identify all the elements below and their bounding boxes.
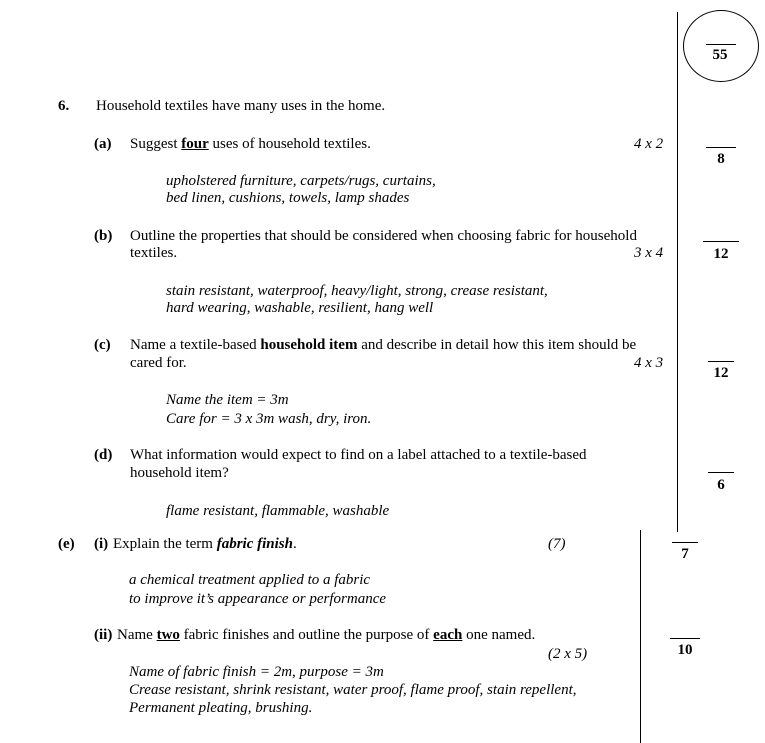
part-e-ii-answer-line2: Crease resistant, shrink resistant, water proof, flame proof, stain repellent, xyxy=(129,682,577,698)
part-e-ii-mark-line xyxy=(670,638,700,639)
part-a-emphasis: four xyxy=(181,136,209,152)
part-e-i-answer-line2: to improve it’s appearance or performance xyxy=(129,591,387,607)
part-a-answer-line2: bed linen, cushions, towels, lamp shades xyxy=(166,190,410,206)
part-e-ii-text-mid: fabric finishes and outline the purpose of xyxy=(179,627,434,643)
part-b-question-line1: Outline the properties that should be considered when choosing fabric for household xyxy=(130,228,637,244)
margin-rule xyxy=(677,12,678,532)
part-c-mark: 12 xyxy=(713,365,729,381)
part-e-i-text-after: . xyxy=(292,536,297,552)
part-d-label: (d) xyxy=(94,447,113,463)
part-a-allocation: 4 x 2 xyxy=(634,136,664,152)
part-a-mark-line xyxy=(706,147,736,148)
part-c-label: (c) xyxy=(94,337,111,353)
part-e-ii-emphasis2: each xyxy=(433,627,463,643)
part-b-question-line2: textiles. xyxy=(130,245,178,261)
part-e-ii-emphasis1: two xyxy=(156,627,180,643)
part-c-text-before: Name a textile-based xyxy=(130,337,261,353)
part-a-answer-line1: upholstered furniture, carpets/rugs, curtains, xyxy=(166,173,436,189)
part-b-mark: 12 xyxy=(713,246,729,262)
part-a-text-after: uses of household textiles. xyxy=(208,136,371,152)
part-e-i-answer-line1: a chemical treatment applied to a fabric xyxy=(129,572,371,588)
part-a-question xyxy=(130,135,371,153)
part-e-i-text-before: Explain the term xyxy=(113,536,217,552)
part-e-i-question xyxy=(113,535,297,553)
part-e-ii-text-after: one named. xyxy=(462,627,536,643)
part-a-label: (a) xyxy=(94,136,112,152)
part-d-answer: flame resistant, flammable, washable xyxy=(166,503,390,519)
part-e-ii-allocation: (2 x 5) xyxy=(548,646,588,662)
total-score-line xyxy=(706,44,736,45)
part-c-question-line2: cared for. xyxy=(130,355,187,371)
part-c-allocation: 4 x 3 xyxy=(634,355,664,371)
part-e-ii-mark: 10 xyxy=(677,642,693,658)
part-a-mark: 8 xyxy=(717,151,725,167)
part-c-mark-line xyxy=(708,361,734,362)
part-c-text-after: and describe in detail how this item should be xyxy=(357,337,637,353)
part-c-answer-line1: Name the item = 3m xyxy=(166,392,289,408)
part-b-answer-line2: hard wearing, washable, resilient, hang well xyxy=(166,300,434,316)
part-d-mark-line xyxy=(708,472,734,473)
part-a-text-before: Suggest xyxy=(130,136,182,152)
part-b-label: (b) xyxy=(94,228,113,244)
part-d-question-line1: What information would expect to find on a label attached to a textile-based xyxy=(130,447,587,463)
part-d-question-line2: household item? xyxy=(130,465,229,481)
total-score: 55 xyxy=(712,47,728,63)
part-e-i-allocation: (7) xyxy=(548,536,566,552)
part-e-i-term: fabric finish xyxy=(216,536,293,552)
sub-margin-rule xyxy=(640,530,641,743)
part-e-i-mark-line xyxy=(672,542,698,543)
part-c-bold-term: household item xyxy=(260,337,358,353)
question-number: 6. xyxy=(58,98,70,114)
question-stem: Household textiles have many uses in the home. xyxy=(96,98,386,114)
part-b-allocation: 3 x 4 xyxy=(634,245,664,261)
part-e-ii-label: (ii) xyxy=(94,627,113,643)
part-e-ii-question xyxy=(117,626,535,644)
part-e-ii-answer-line3: Permanent pleating, brushing. xyxy=(129,700,313,716)
part-c-question-line1 xyxy=(130,336,636,354)
part-c-answer-line2: Care for = 3 x 3m wash, dry, iron. xyxy=(166,411,372,427)
part-e-ii-answer-line1: Name of fabric finish = 2m, purpose = 3m xyxy=(129,664,384,680)
part-e-i-label: (i) xyxy=(94,536,109,552)
part-e-label: (e) xyxy=(58,536,75,552)
part-b-mark-line xyxy=(703,241,739,242)
part-e-i-mark: 7 xyxy=(681,546,689,562)
part-b-answer-line1: stain resistant, waterproof, heavy/light, strong, crease resistant, xyxy=(166,283,548,299)
part-d-mark: 6 xyxy=(717,477,725,493)
part-e-ii-text-before: Name xyxy=(117,627,157,643)
